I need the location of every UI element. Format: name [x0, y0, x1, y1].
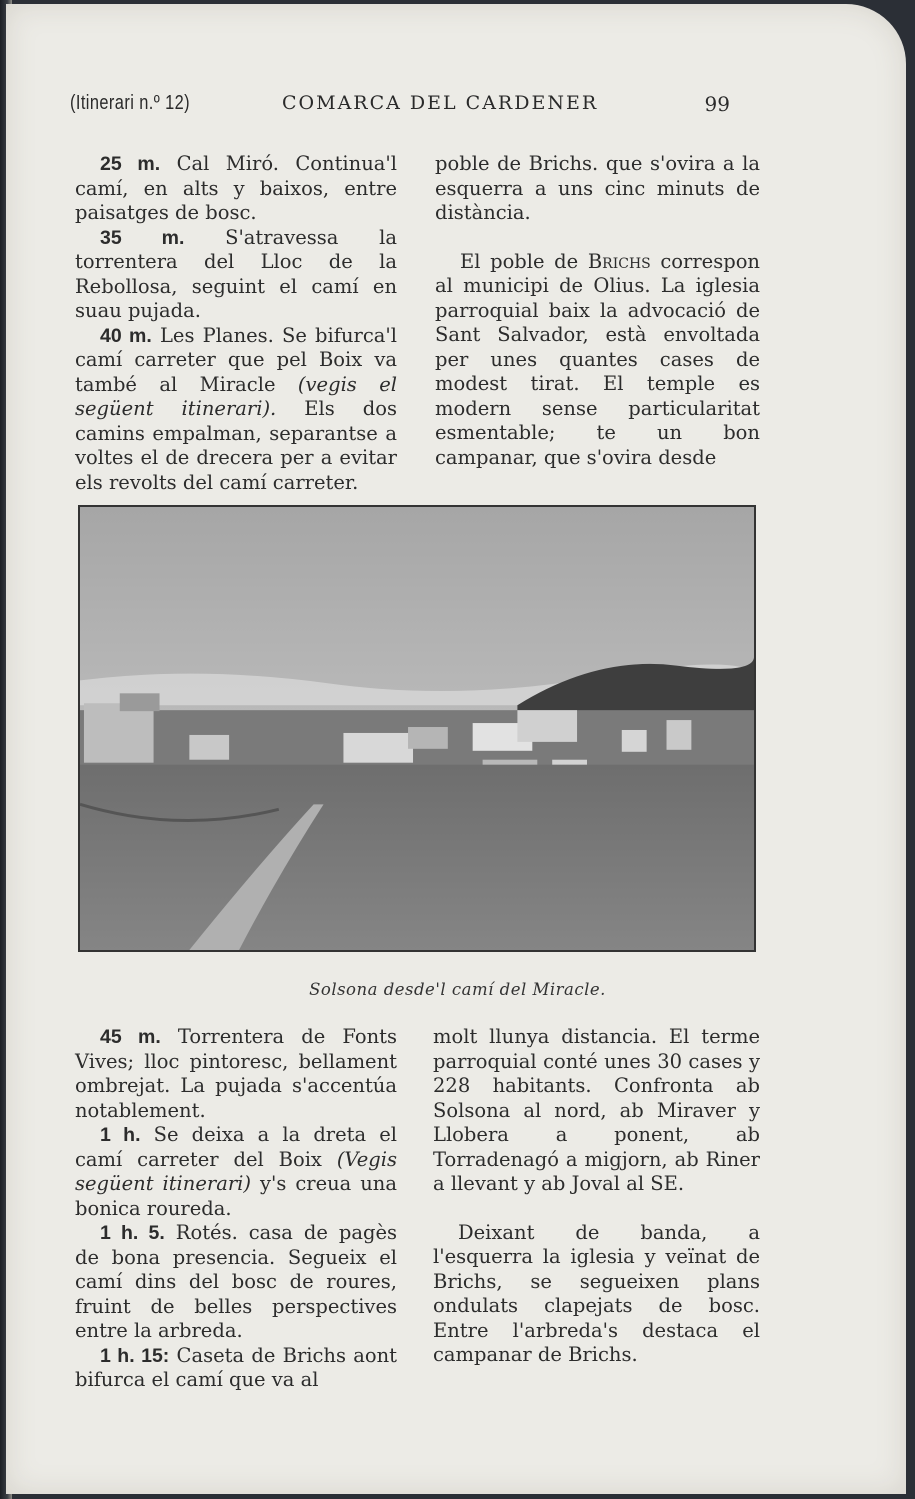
paragraph-brichs — [435, 250, 760, 471]
photo-caption: Solsona desde'l camí del Miracle. — [309, 980, 606, 999]
place-name: Brichs — [587, 249, 651, 273]
paragraph-terme: molt llunya distancia. El terme parroquial conté unes 30 cases y 228 habitants. Confronta ab Solsona al nord, ab Miraver y Llobera a ponent, ab Torradenagó a migjorn, ab Riner a llevant y ab Joval al SE. — [433, 1025, 760, 1195]
entry-text: S'atravessa la torrentera del Lloc de la Rebollosa, seguint el camí en suau pujada. — [75, 225, 397, 322]
entry-1h5 — [75, 1221, 397, 1344]
entry-text: Caseta de Brichs aont bifurca el camí que va al — [75, 1343, 397, 1391]
running-title: COMARCA DEL CARDENER — [282, 92, 599, 114]
entry-40m — [75, 324, 397, 496]
entry-45m — [75, 1025, 397, 1123]
entry-text-continued: Els dos camins empalman, separantse a voltes el de drecera per a evitar els revolts del camí carreter. — [75, 397, 397, 494]
entry-time: 25 m. — [100, 153, 161, 175]
itinerary-reference: (Itinerari n.º 12) — [70, 92, 191, 114]
paragraph-text: El poble de — [460, 249, 588, 273]
page-number: 99 — [704, 92, 730, 116]
entry-time: 45 m. — [100, 1026, 161, 1048]
entry-time: 1 h. — [100, 1124, 141, 1146]
entry-time: 1 h. 15: — [100, 1344, 170, 1367]
paragraph-deixant: Deixant de banda, a l'esquerra la iglesia y veïnat de Brichs, se segueixen plans ondulats clapejats de bosc. Entre l'arbreda's destaca el campanar de Brichs. — [433, 1220, 760, 1366]
entry-text: Les Planes. Se bifurca'l camí carreter que pel Boix va també al Miracle — [75, 323, 397, 396]
entry-time: 35 m. — [100, 226, 185, 249]
entry-italic: (Vegis següent itinerari) — [75, 1147, 397, 1195]
photograph-solsona — [78, 505, 756, 952]
entry-text: Torrentera de Fonts Vives; lloc pintoresc, bellament ombrejat. La pujada s'accentúa notablement. — [75, 1025, 397, 1122]
entry-text: Cal Miró. Continua'l camí, en alts y baixos, entre paisatges de bosc. — [75, 152, 397, 224]
entry-time: 1 h. 5. — [100, 1222, 165, 1244]
entry-35m — [75, 226, 397, 324]
text-column-top-left — [75, 152, 397, 495]
text-column-bottom-left — [75, 1025, 397, 1393]
entry-text: Se deixa a la dreta el camí carreter del Boix — [75, 1123, 398, 1171]
entry-1h15 — [75, 1344, 397, 1393]
page-header — [70, 92, 760, 122]
entry-1h — [75, 1123, 397, 1221]
entry-italic: (vegis el següent itinerari). — [75, 372, 397, 420]
entry-text: Rotés. casa de pagès de bona presencia. Segueix el camí dins del bosc de roures, fruint de belles perspectives entre la arbreda. — [75, 1221, 398, 1342]
entry-25m — [75, 152, 397, 226]
text-column-bottom-right — [433, 1025, 760, 1368]
paragraph-continued: poble de Brichs. que s'ovira a la esquerra a uns cinc minuts de distància. — [435, 152, 760, 224]
paragraph-text-continued: correspon al municipi de Olius. La iglesia parroquial baix la advocació de Sant Salvador, està envoltada per unes quantes cases de modest tirat. El temple es modern sense particularitat esmentable; te un bon campanar, que s'ovira desde — [435, 249, 760, 469]
entry-text-continued: y's creua una bonica roureda. — [75, 1172, 397, 1220]
entry-time: 40 m. — [100, 324, 152, 347]
text-column-top-right — [435, 152, 760, 470]
